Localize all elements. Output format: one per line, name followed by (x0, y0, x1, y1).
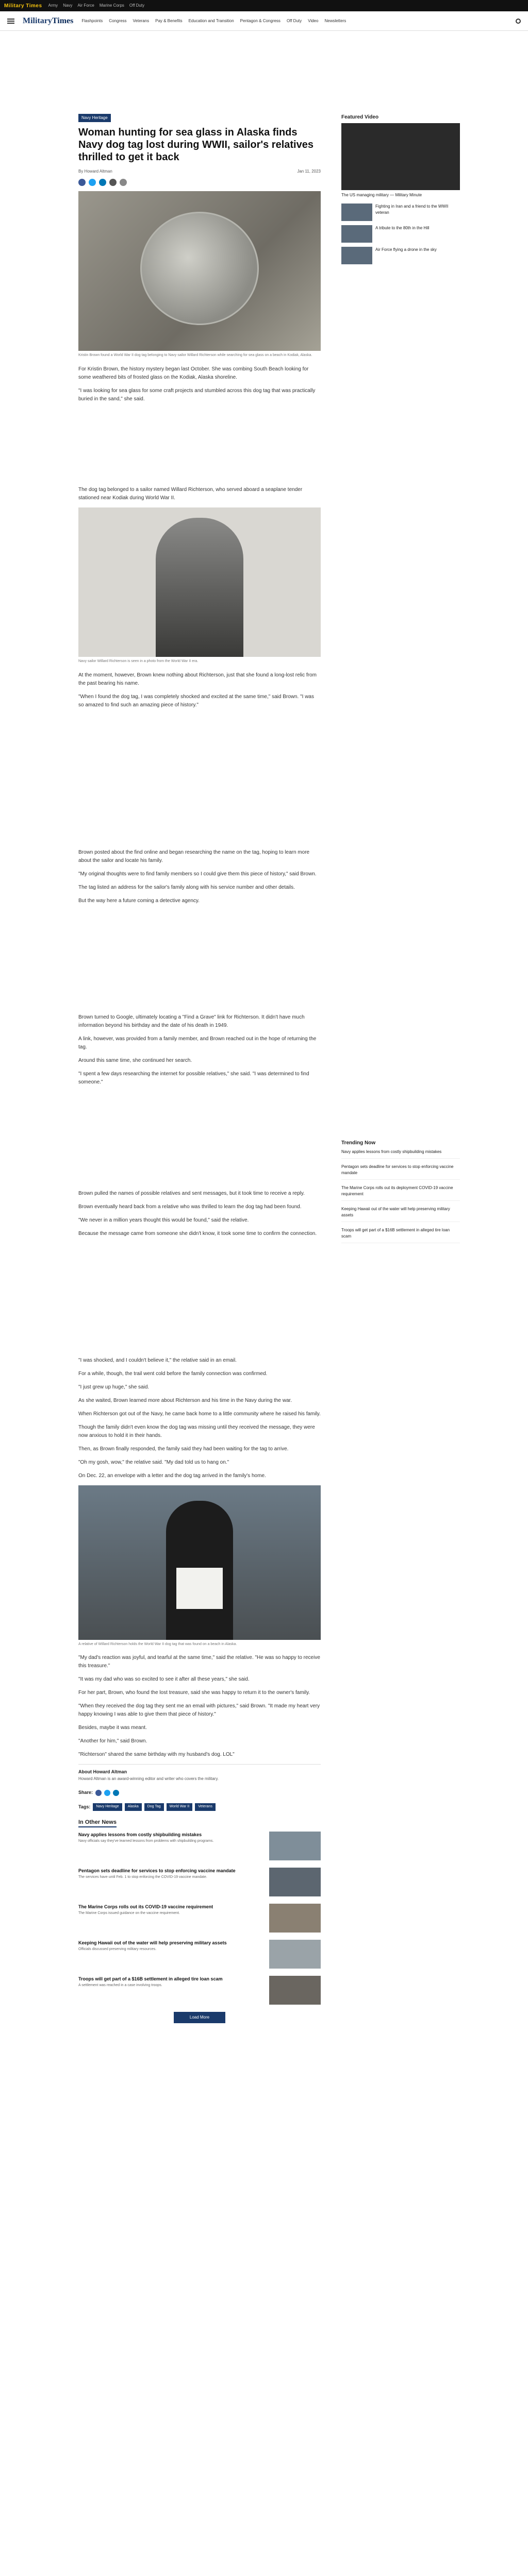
sailor-photo (78, 507, 321, 657)
paragraph: Brown eventually heard back from a relative who was thrilled to learn the dog tag had been found. (78, 1204, 302, 1210)
author-bio-heading: About Howard Altman (78, 1769, 127, 1775)
featured-video-caption[interactable]: The US managing military — Military Minute (341, 193, 422, 197)
facebook-icon[interactable] (78, 179, 86, 186)
paragraph: "It was my dad who was so excited to see it after all these years," she said. (78, 1676, 250, 1683)
video-list-item[interactable]: Air Force flying a drone in the sky (341, 247, 460, 264)
paragraph: "I was looking for sea glass for some craft projects and stumbled across this dog tag that was practically buried in the sand," she said. (78, 387, 316, 402)
tag-pill[interactable]: World War II (167, 1803, 193, 1811)
paragraph: "Oh my gosh, wow," the relative said. "My dad told us to hang on." (78, 1459, 229, 1465)
trending-heading: Trending Now (341, 1140, 376, 1146)
paragraph: Because the message came from someone she didn't know, it took some time to confirm the connection. (78, 1230, 317, 1236)
paragraph: Besides, maybe it was meant. (78, 1725, 147, 1731)
tags-row (78, 1803, 321, 1811)
ad-space (78, 715, 321, 849)
paragraph: At the moment, however, Brown knew nothing about Richterson, just that she found a long-lost relic from the past bearing his name. (78, 672, 317, 686)
tag-pill[interactable]: Navy Heritage (93, 1803, 122, 1811)
paragraph: For a while, though, the trail went cold before the family connection was confirmed. (78, 1370, 268, 1377)
photo-caption: Navy sailor Willard Richterson is seen in a photo from the World War II era. (78, 659, 199, 663)
paragraph: For Kristin Brown, the history mystery began last October. She was combing South Beach looking for some weathered bits of frosted glass on the Kodiak, Alaska shoreline. (78, 366, 309, 380)
paragraph: Though the family didn't even know the dog tag was missing until they received the message, they were now anxious to hold it in their hands. (78, 1424, 315, 1438)
byline (78, 168, 321, 175)
site-header (0, 11, 528, 31)
author-bio (78, 1764, 321, 1782)
trending-item[interactable]: Troops will get part of a $16B settlement in alleged tire loan scam (341, 1227, 460, 1243)
share-buttons (78, 179, 321, 186)
list-item[interactable]: Troops will get part of a $16B settlement in alleged tire loan scam A settlement was reached in a case involving troops. (78, 1976, 321, 2005)
nav-link[interactable]: Pay & Benefits (155, 18, 183, 23)
top-link[interactable]: Army (48, 3, 58, 8)
share-label: Share: (78, 1789, 93, 1795)
video-list-item[interactable]: A tribute to the 80th in the Hill (341, 225, 460, 243)
top-bar (0, 0, 528, 11)
site-logo[interactable]: MilitaryTimes (23, 16, 74, 25)
ad-space (78, 409, 321, 486)
top-link[interactable]: Air Force (77, 3, 94, 8)
tags-label: Tags: (78, 1804, 91, 1809)
paragraph: But the way here a future coming a detective agency. (78, 897, 200, 904)
list-item[interactable]: Keeping Hawaii out of the water will help preserving military assets Officials discussed preserving military resources. (78, 1940, 321, 1969)
ad-space (78, 1243, 321, 1357)
paragraph: A link, however, was provided from a family member, and Brown reached out in the hope of returning the tag. (78, 1036, 317, 1050)
top-link[interactable]: Marine Corps (99, 3, 124, 8)
paragraph: Then, as Brown finally responded, the family said they had been waiting for the tag to arrive. (78, 1446, 289, 1452)
trending-item[interactable]: The Marine Corps rolls out its deployment COVID-19 vaccine requirement (341, 1185, 460, 1201)
paragraph: The tag listed an address for the sailor's family along with his service number and other details. (78, 884, 295, 890)
nav-link[interactable]: Veterans (133, 18, 150, 23)
author-bio-text: Howard Altman is an award-winning editor and writer who covers the military. (78, 1776, 219, 1781)
linkedin-icon[interactable] (99, 179, 106, 186)
top-brand[interactable]: Military Times (4, 3, 42, 9)
photo-caption: A relative of Willard Richterson holds the World War II dog tag that was found on a beach in Alaska. (78, 1642, 237, 1646)
news-thumbnail[interactable] (269, 1904, 321, 1933)
news-thumbnail[interactable] (269, 1832, 321, 1860)
twitter-icon[interactable] (89, 179, 96, 186)
sidebar-ad-space (341, 268, 460, 1139)
news-thumbnail[interactable] (269, 1940, 321, 1969)
nav-link[interactable]: Newsletters (324, 18, 346, 23)
top-subnav (48, 3, 145, 9)
facebook-icon[interactable] (95, 1790, 102, 1796)
nav-link[interactable]: Off Duty (286, 18, 302, 23)
featured-video-player[interactable] (341, 123, 460, 190)
paragraph: "Another for him," said Brown. (78, 1738, 147, 1744)
paragraph: When Richterson got out of the Navy, he came back home to a little community where he raised his family. (78, 1411, 321, 1417)
paragraph: For her part, Brown, who found the lost treasure, said she was happy to return it to the owner's family. (78, 1690, 310, 1696)
load-more-button[interactable]: Load More (174, 2012, 225, 2023)
main-nav (81, 18, 507, 24)
nav-link[interactable]: Congress (109, 18, 127, 23)
list-item[interactable]: The Marine Corps rolls out its COVID-19 vaccine requirement The Marine Corps issued guidance on the vaccine requirement. (78, 1904, 321, 1933)
relative-holding-tag-photo (78, 1485, 321, 1640)
link-icon[interactable] (120, 179, 127, 186)
trending-item[interactable]: Keeping Hawaii out of the water will help preserving military assets (341, 1206, 460, 1222)
tag-pill[interactable]: Veterans (195, 1803, 216, 1811)
paragraph: "I was shocked, and I couldn't believe it," the relative said in an email. (78, 1357, 237, 1363)
paragraph: "I just grew up huge," she said. (78, 1384, 150, 1390)
trending-item[interactable]: Navy applies lessons from costly shipbuilding mistakes (341, 1149, 460, 1159)
paragraph: Brown pulled the names of possible relatives and sent messages, but it took time to receive a reply. (78, 1190, 305, 1196)
sidebar (341, 113, 460, 2028)
ad-space (78, 910, 321, 1013)
hamburger-menu-icon[interactable] (7, 19, 14, 24)
email-icon[interactable] (109, 179, 117, 186)
paragraph: "My dad's reaction was joyful, and tearful at the same time," said the relative. "He was so happy to receive this treasure." (78, 1655, 320, 1669)
twitter-icon[interactable] (104, 1790, 110, 1796)
photo-caption: Kristin Brown found a World War II dog tag belonging to Navy sailor Willard Richterson while searching for sea glass on a beach in Kodiak, Alaska. (78, 353, 312, 357)
paragraph: "We never in a million years thought this would be found," said the relative. (78, 1217, 249, 1223)
trending-list (341, 1149, 460, 1243)
nav-link[interactable]: Education and Transition (188, 18, 234, 23)
top-link[interactable]: Navy (63, 3, 73, 8)
in-other-news-heading: In Other News (78, 1818, 117, 1828)
share-row (78, 1789, 321, 1797)
tag-pill[interactable]: Dog Tag (144, 1803, 164, 1811)
news-thumbnail[interactable] (269, 1976, 321, 2005)
ad-space (78, 1092, 321, 1190)
in-other-news (78, 1818, 321, 2024)
video-list-item[interactable]: Fighting in Iran and a friend to the WWII veteran (341, 204, 460, 221)
paragraph: "When they received the dog tag they sent me an email with pictures," said Brown. "It made my heart very happy knowing I was able to give them that piece of history." (78, 1703, 320, 1718)
article (78, 113, 321, 2028)
paragraph: "Richterson" shared the same birthday with my husband's dog. LOL" (78, 1752, 235, 1758)
publish-date: Jan 11, 2023 (297, 169, 321, 174)
tag-pill[interactable]: Alaska (125, 1803, 142, 1811)
paragraph: "My original thoughts were to find family members so I could give them this piece of history," said Brown. (78, 871, 317, 877)
trending-item[interactable]: Pentagon sets deadline for services to stop enforcing vaccine mandate (341, 1164, 460, 1180)
paragraph: On Dec. 22, an envelope with a letter and the dog tag arrived in the family's home. (78, 1472, 266, 1479)
search-icon[interactable] (516, 19, 521, 24)
paragraph: "When I found the dog tag, I was completely shocked and excited at the same time," said Brown. "I was so amazed to find such an amazing piece of history." (78, 693, 314, 708)
author[interactable]: By Howard Altman (78, 169, 112, 174)
article-title: Woman hunting for sea glass in Alaska finds Navy dog tag lost during WWII, sailor's relatives thrilled to get it back (78, 127, 314, 163)
nav-link[interactable]: Flashpoints (81, 18, 103, 23)
dog-tag-photo (78, 191, 321, 351)
nav-link[interactable]: Video (308, 18, 319, 23)
paragraph: Brown posted about the find online and began researching the name on the tag, hoping to learn more about the sailor and locate his family. (78, 849, 310, 863)
paragraph: As she waited, Brown learned more about Richterson and his time in the Navy during the war. (78, 1397, 292, 1403)
nav-link[interactable]: Pentagon & Congress (240, 18, 280, 23)
article-category-tag[interactable]: Navy Heritage (78, 114, 111, 122)
paragraph: The dog tag belonged to a sailor named Willard Richterson, who served aboard a seaplane tender stationed near Kodiak during World War II. (78, 486, 303, 501)
paragraph: "I spent a few days researching the internet for possible relatives," she said. "I was determined to find someone." (78, 1071, 309, 1085)
top-link[interactable]: Off Duty (129, 3, 145, 8)
paragraph: Around this same time, she continued her search. (78, 1057, 192, 1063)
paragraph: Brown turned to Google, ultimately locating a "Find a Grave" link for Richterson. It didn't have much information beyond his birthday and the date of his death in 1949. (78, 1014, 305, 1028)
list-item[interactable]: Pentagon sets deadline for services to stop enforcing vaccine mandate The services have until Feb. 1 to stop enforcing the COVID-19 vaccine mandate. (78, 1868, 321, 1896)
linkedin-icon[interactable] (113, 1790, 119, 1796)
featured-video-heading: Featured Video (341, 114, 379, 120)
news-thumbnail[interactable] (269, 1868, 321, 1896)
list-item[interactable]: Navy applies lessons from costly shipbuilding mistakes Navy officials say they've learned lessons from problems with shipbuilding programs. (78, 1832, 321, 1860)
